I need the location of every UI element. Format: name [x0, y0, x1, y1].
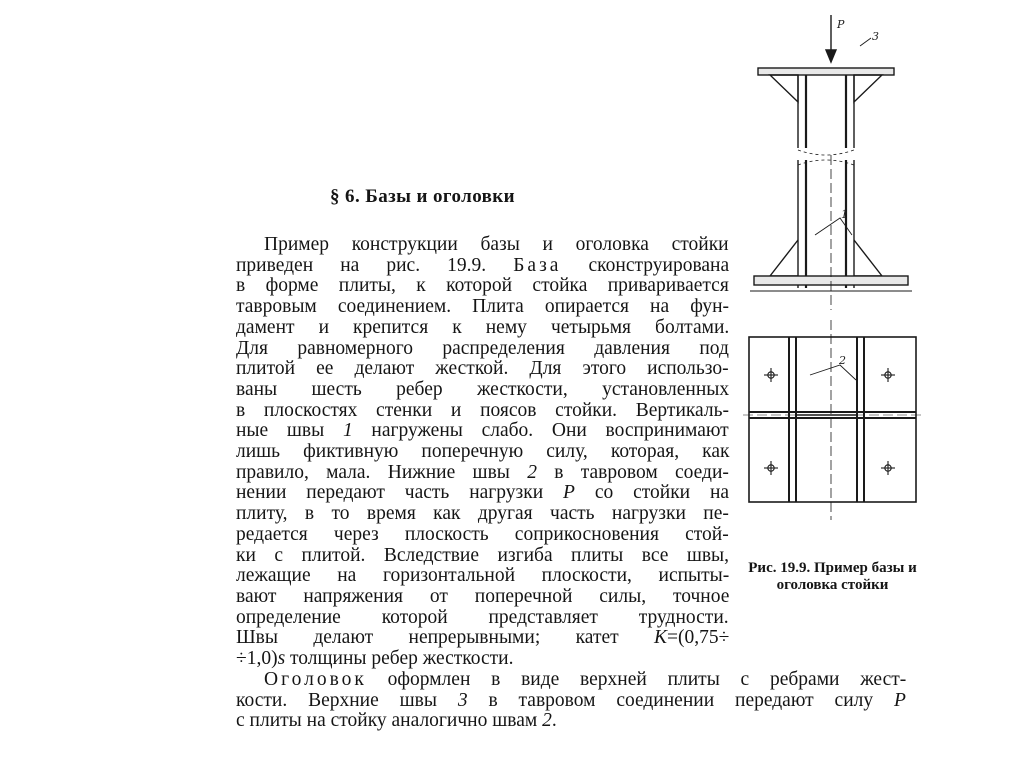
base-rib-right	[854, 240, 882, 276]
text-line	[236, 401, 729, 421]
leader-3	[860, 38, 871, 46]
text-run: =(0,75÷	[667, 627, 730, 649]
text-run: 3	[457, 689, 468, 711]
text-line	[236, 380, 729, 400]
text-line	[236, 339, 729, 359]
text-run: дамент и крепится к нему четырьмя болтами.	[236, 316, 730, 338]
text-run: с плиты на стойку аналогично швам	[236, 710, 543, 731]
text-run: Пример конструкции базы и оголовка стойки	[264, 234, 729, 255]
text-line	[236, 711, 557, 731]
text-run: плитой ее делают жесткой. Для этого использо-	[236, 358, 729, 380]
text-run: лежащие на горизонтальной плоскости, испыты-	[236, 565, 730, 587]
text-line	[236, 587, 729, 607]
text-run: K	[654, 627, 668, 649]
text-line	[236, 359, 729, 379]
text-line	[236, 608, 729, 628]
section-heading: § 6. Базы и оголовки	[330, 186, 515, 207]
text-run: База	[513, 254, 562, 276]
text-line	[236, 566, 729, 586]
text-run: ÷1,0)	[236, 648, 278, 669]
text-line	[236, 442, 729, 462]
text-line	[236, 297, 729, 317]
weld-2-label: 2	[839, 354, 846, 367]
text-run: P	[893, 689, 906, 711]
text-run: 2	[542, 710, 552, 731]
text-run: лишь фиктивную поперечную силу, которая, как	[236, 441, 730, 462]
text-run: Оголовок	[264, 669, 367, 690]
text-run: нагружены слабо. Они воспринимают	[352, 420, 729, 442]
text-line	[236, 691, 906, 711]
text-run: Для равномерного распределения давления под	[236, 337, 729, 359]
weld-3-label: 3	[872, 30, 879, 43]
text-line	[236, 318, 729, 338]
load-arrow-head	[826, 50, 836, 62]
text-run: вают напряжения от поперечной силы, точное	[236, 585, 730, 607]
text-line	[236, 276, 729, 296]
text-run: нении передают часть нагрузки	[236, 482, 564, 504]
text-run: Швы делают непрерывными; катет	[236, 627, 655, 649]
text-line	[236, 649, 514, 669]
text-run: толщины ребер жесткости.	[285, 648, 514, 669]
break-line-top	[798, 150, 854, 155]
text-line	[236, 504, 729, 524]
weld-1-label: 1	[841, 208, 848, 221]
text-run: определение которой представляет трудности.	[236, 606, 729, 628]
text-run: ные швы	[236, 420, 343, 442]
figure-19-9	[740, 10, 925, 530]
text-line	[236, 546, 729, 566]
text-line	[236, 628, 729, 648]
text-run: s	[277, 648, 286, 669]
head-rib-left	[770, 75, 798, 102]
text-run: плиту, в то время как другая часть нагрузки пе-	[236, 503, 729, 525]
anchor-bolts	[764, 368, 895, 475]
plan-plate	[749, 337, 916, 502]
text-line	[236, 525, 729, 545]
text-run: правило, мала. Нижние швы	[236, 461, 528, 483]
text-run: .	[551, 710, 557, 731]
text-run: сконструирована	[561, 254, 730, 276]
base-rib-left	[770, 240, 798, 276]
text-line	[264, 235, 729, 255]
text-run: кости. Верхние швы	[236, 689, 458, 711]
head-top-plate	[758, 68, 894, 75]
text-run: тавровым соединением. Плита опирается на фун-	[236, 296, 730, 318]
text-run: в плоскостях стенки и поясов стойки. Вертикаль-	[236, 399, 730, 421]
text-run: оформлен в виде верхней плиты с ребрами жест-	[366, 669, 907, 690]
text-run: ваны шесть ребер жесткости, установленных	[236, 378, 730, 400]
text-run: в тавровом соединении передают силу	[467, 689, 894, 711]
head-rib-right	[854, 75, 882, 102]
figure-caption: Рис. 19.9. Пример базы и оголовка стойки	[748, 560, 917, 593]
text-line	[236, 463, 729, 483]
leader-2	[810, 365, 856, 380]
load-label: P	[837, 18, 845, 31]
text-run: 2	[527, 461, 537, 483]
text-run: со стойки на	[574, 482, 730, 504]
text-line	[236, 483, 729, 503]
text-run: ки с плитой. Вследствие изгиба плиты все швы,	[236, 544, 730, 566]
text-line	[236, 256, 729, 276]
text-run: в тавровом соеди-	[536, 461, 729, 483]
text-run: в форме плиты, к которой стойка приваривается	[236, 275, 729, 297]
text-run: редается через плоскость соприкосновения стой-	[236, 523, 729, 545]
text-line	[264, 670, 906, 690]
text-run: P	[563, 482, 575, 504]
text-run: 1	[342, 420, 353, 442]
text-line	[236, 421, 729, 441]
text-run: приведен на рис. 19.9.	[236, 254, 514, 276]
